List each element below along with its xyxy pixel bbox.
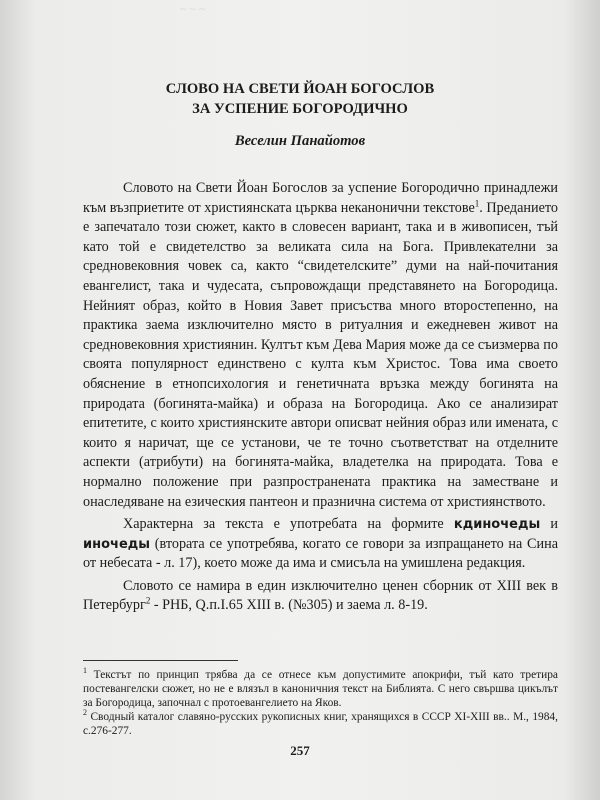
footnote-ref-1: 1	[474, 197, 480, 208]
paragraph-3-text-b: - РНБ, Q.п.I.65 XIII в. (№305) и заема л. 8-19.	[150, 597, 428, 614]
title-line-2: ЗА УСПЕНИЕ БОГОРОДИЧНО	[192, 101, 408, 117]
paragraph-1	[83, 179, 558, 512]
old-slavonic-word-2: иночеды	[83, 536, 151, 552]
paragraph-2	[83, 515, 558, 574]
paragraph-3-text-a: Словото се намира в един изключително ценен сборник от XIII век в Петербург	[83, 577, 558, 614]
footnote-2-text: Сводный каталог славяно-русских рукописных книг, хранящихся в СССР XI-XIII вв.. М., 1984, с.276-277.	[83, 711, 558, 737]
title-line-1: СЛОВО НА СВЕТИ ЙОАН БОГОСЛОВ	[165, 81, 435, 97]
paragraph-3	[83, 577, 558, 616]
paragraph-1-text-a: Словото на Свети Йоан Богослов за успение Богородично принадлежи към възприетите от християнската църква неканонични текстове	[83, 180, 558, 216]
article-body	[83, 179, 558, 616]
bleed-through-text-top: ~ ~ ~	[180, 2, 206, 16]
page-number: 257	[290, 743, 310, 758]
paragraph-2-text-c: (втората се употребява, когато се говори за изпращането на Сина от небесата - л. 17), което може да има и смисъла на умишлена редакция.	[83, 535, 558, 572]
article-title	[0, 79, 600, 119]
paragraph-2-text-b: и	[550, 516, 559, 533]
paragraph-1-text-b: . Преданието е запечатало този сюжет, както в словесен вариант, така и в живописен, тъй като той е свидетелство за великата сила на Бога. Привлекателни за средновековния човек са, както “свидетелските” думи на най-почитания евангелист, така и чудесата, съпровождащи представянето на Богородица. Нейният образ, който в Новия Завет присъства много второстепенно, на практика заема изключително място в ритуалния и ежедневен живот на средновековния християнин. Култът към Дева Мария може да се съизмерва по своята популярност единствено с култа към Христос. Това има своето обяснение в етнопсихология и генетичната връзка между богинята на природата (богинята-майка) и образа на Богородица. Ако се анализират епитетите, с които християнските автори описват нейния образ или имената, с които я наричат, ще се установи, че те точно съответстват на отделните аспекти (атрибути) на богинята-майка, владетелка на природата. Това е нормално положение при разпространената практика на заместване и онаследяване на езическия пантеон и празнична система от християнството.	[83, 199, 558, 510]
footnote-ref-2: 2	[145, 595, 151, 606]
footnote-2-mark: 2	[83, 708, 87, 718]
footnote-2	[83, 710, 558, 738]
footnote-1	[83, 668, 558, 710]
footnotes	[83, 668, 558, 738]
footnote-1-mark: 1	[83, 666, 87, 676]
old-slavonic-word-1: кдиночеды	[453, 517, 541, 533]
footnote-divider	[83, 660, 238, 661]
footnote-1-text: Текстът по принцип трябва да се отнесе към допустимите апокрифи, тъй като третира постевангелски сюжет, но не е влязъл в каноничния текст на Библията. С него свършва цикълът за Богородица, започнал с протоевангелието на Яков.	[83, 669, 558, 709]
author-name: Веселин Панайотов	[234, 133, 366, 149]
paragraph-2-text-a: Характерна за текста е употребата на формите	[123, 516, 444, 533]
